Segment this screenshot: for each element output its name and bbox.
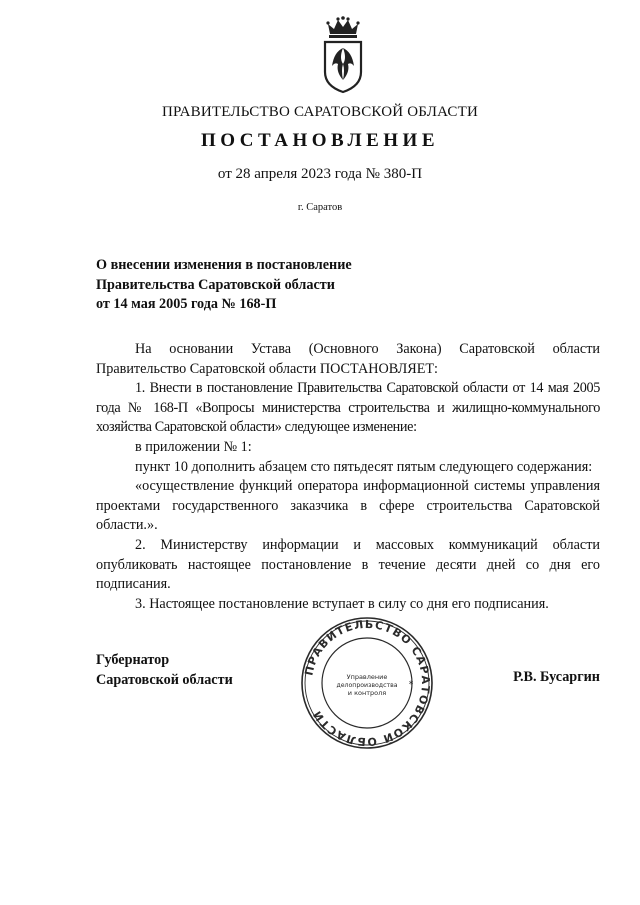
seal-center-line-2: делопроизводства xyxy=(336,682,398,689)
document-body xyxy=(96,340,600,614)
document-city: г. Саратов xyxy=(297,202,343,213)
government-name: ПРАВИТЕЛЬСТВО САРАТОВСКОЙ ОБЛАСТИ xyxy=(161,104,479,120)
appendix-paragraph: в приложении № 1: xyxy=(135,438,252,455)
item-3-paragraph: 3. Настоящее постановление вступает в силу со дня его подписания. xyxy=(135,595,549,612)
coat-of-arms-icon xyxy=(322,14,364,94)
item-2-paragraph: 2. Министерству информации и массовых коммуникаций области опубликовать настоящее постановление в течение десяти дней со дня его подписания. xyxy=(96,536,600,593)
item-1-paragraph: 1. Внести в постановление Правительства Саратовской области от 14 мая 2005 года № 168-П «Вопросы министерства строительства и жилищно-коммунального хозяйства Саратовской области» следующее изменение: xyxy=(96,380,600,436)
seal-center-line-3: и контроля xyxy=(347,689,387,697)
signatory-title-line-1: Губернатор xyxy=(96,652,170,668)
document-date-number: от 28 апреля 2023 года № 380-П xyxy=(217,166,423,182)
signatory-title xyxy=(96,650,233,690)
official-seal xyxy=(299,615,435,751)
svg-text:*: * xyxy=(408,680,414,690)
point-10-paragraph: пункт 10 дополнить абзацем сто пятьдесят пятым следующего содержания: xyxy=(135,458,593,475)
intro-paragraph: На основании Устава (Основного Закона) Саратовской области Правительство Саратовской области ПОСТАНОВЛЯЕТ: xyxy=(96,341,600,377)
signatory-name: Р.В. Бусаргин xyxy=(513,669,600,685)
subject-line-2: Правительства Саратовской области xyxy=(96,276,335,293)
subject-line-3: от 14 мая 2005 года № 168-П xyxy=(96,296,277,312)
document-subject xyxy=(96,256,416,315)
seal-ring-text: ПРАВИТЕЛЬСТВО САРАТОВСКОЙ ОБЛАСТИ xyxy=(302,617,433,749)
document-type: ПОСТАНОВЛЕНИЕ xyxy=(200,130,440,151)
signatory-title-line-2: Саратовской области xyxy=(96,672,233,688)
quote-paragraph: «осуществление функций оператора информационной системы управления проектами государственного заказчика в сфере строительства Саратовской области.». xyxy=(96,478,600,534)
seal-center-line-1: Управление xyxy=(346,673,388,681)
subject-line-1: О внесении изменения в постановление xyxy=(96,257,352,273)
